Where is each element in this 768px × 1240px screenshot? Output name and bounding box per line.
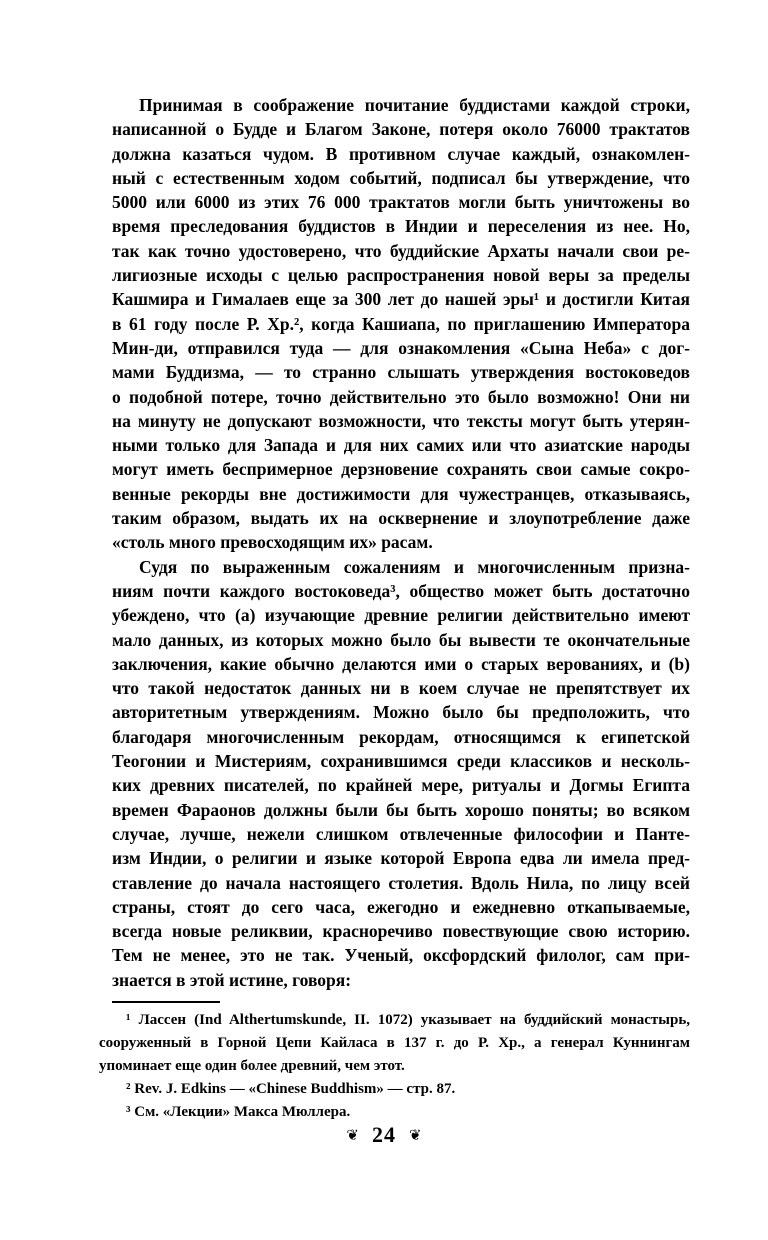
footnote-line: ¹ Лассен (Ind Althertumskunde, II. 1072) указывает на буддийский монастырь, (126, 1012, 690, 1028)
body-line: написанной о Будде и Благом Законе, потеря около 76000 трактатов (112, 119, 690, 140)
body-line: мало данных, из которых можно было бы вывести те окончательные (112, 629, 690, 650)
body-line: знается в этой истине, говоря: (112, 969, 352, 990)
body-line: о подобной потере, точно действительно это было возможно! Они ни (112, 386, 690, 407)
body-line: время преследования буддистов в Индии и переселения из нее. Но, (112, 216, 690, 237)
page-number: 24 (372, 1122, 396, 1147)
body-line: ный с естественным ходом событий, подписал бы утверждение, что (112, 167, 690, 188)
footnote-separator (112, 1001, 220, 1003)
body-text (112, 93, 690, 992)
body-line: ких древних писателей, по крайней мере, ритуалы и Догмы Египта (112, 775, 690, 796)
body-line: заключения, какие обычно делаются ими о старых верованиях, и (b) (112, 653, 690, 674)
body-line: Судя по выраженным сожалениям и многочисленным призна- (139, 556, 690, 577)
body-line: на минуту не допускают возможности, что тексты могут быть утерян- (112, 410, 690, 431)
body-line: в 61 году после Р. Хр.², когда Кашиапа, по приглашению Императора (112, 313, 690, 334)
page-footer (0, 1122, 768, 1148)
body-line: страны, стоят до сего часа, ежегодно и ежедневно откапываемые, (112, 896, 690, 917)
footnote-line: ² Rev. J. Edkins — «Chinese Buddhism» — стр. 87. (126, 1081, 456, 1097)
body-line: мами Буддизма, — то странно слышать утверждения востоковедов (112, 362, 690, 383)
fleuron-right-icon: ❦ (409, 1125, 422, 1144)
body-line: убеждено, что (a) изучающие древние религии действительно имеют (112, 605, 690, 626)
body-line: ставление до начала настоящего столетия. Вдоль Нила, по лицу всей (112, 872, 690, 893)
body-line: лигиозные исходы с целью распространения новой веры за пределы (112, 265, 690, 286)
body-line: всегда новые реликвии, красноречиво повествующие свою историю. (112, 921, 690, 942)
body-line: могут иметь беспримерное дерзновение сохранять свои самые сокро- (112, 459, 690, 480)
body-line: ными только для Запада и для них самих или что азиатские народы (112, 435, 690, 456)
body-line: Принимая в соображение почитание буддистами каждой строки, (139, 95, 690, 115)
body-line: таким образом, выдать их на осквернение и злоупотребление даже (112, 508, 690, 529)
body-line: Теогонии и Мистериям, сохранившимся среди классиков и несколь- (112, 751, 690, 772)
body-line: «столь много превосходящим их» расам. (112, 532, 433, 553)
body-line: времен Фараонов должны были бы быть хорошо поняты; во всяком (112, 799, 690, 820)
footnotes-block (99, 1009, 690, 1124)
body-line: Тем не менее, это не так. Ученый, оксфордский филолог, сам при- (112, 945, 690, 966)
body-line: так как точно удостоверено, что буддийские Архаты начали свои ре- (112, 240, 690, 261)
body-line: изм Индии, о религии и языке которой Европа едва ли имела пред- (112, 848, 690, 869)
body-line: случае, лучше, нежели слишком отвлеченные философии и Панте- (112, 823, 690, 844)
footnote-line: сооруженный в Горной Цепи Кайласа в 137 г. до Р. Хр., а генерал Куннингам (99, 1035, 690, 1051)
body-line: должна казаться чудом. В противном случае каждый, ознакомлен- (112, 143, 690, 164)
body-line: Мин-ди, отправился туда — для ознакомления «Сына Неба» с дог- (112, 337, 690, 358)
body-line: авторитетным утверждениям. Можно было бы предположить, что (112, 702, 690, 723)
fleuron-left-icon: ❦ (346, 1125, 359, 1144)
body-line: ниям почти каждого востоковеда³, общество может быть достаточно (112, 580, 690, 601)
footnote-line: упоминает еще один более древний, чем этот. (99, 1058, 405, 1074)
body-line: венные рекорды вне достижимости для чужестранцев, отказываясь, (112, 483, 690, 504)
body-line: 5000 или 6000 из этих 76 000 трактатов могли быть уничтожены во (112, 192, 690, 213)
body-line: благодаря многочисленным рекордам, относящимся к египетской (112, 726, 690, 747)
body-line: Кашмира и Гималаев еще за 300 лет до нашей эры¹ и достигли Китая (112, 289, 690, 310)
body-line: что такой недостаток данных ни в коем случае не препятствует их (112, 678, 690, 699)
footnote-line: ³ См. «Лекции» Макса Мюллера. (126, 1104, 351, 1120)
